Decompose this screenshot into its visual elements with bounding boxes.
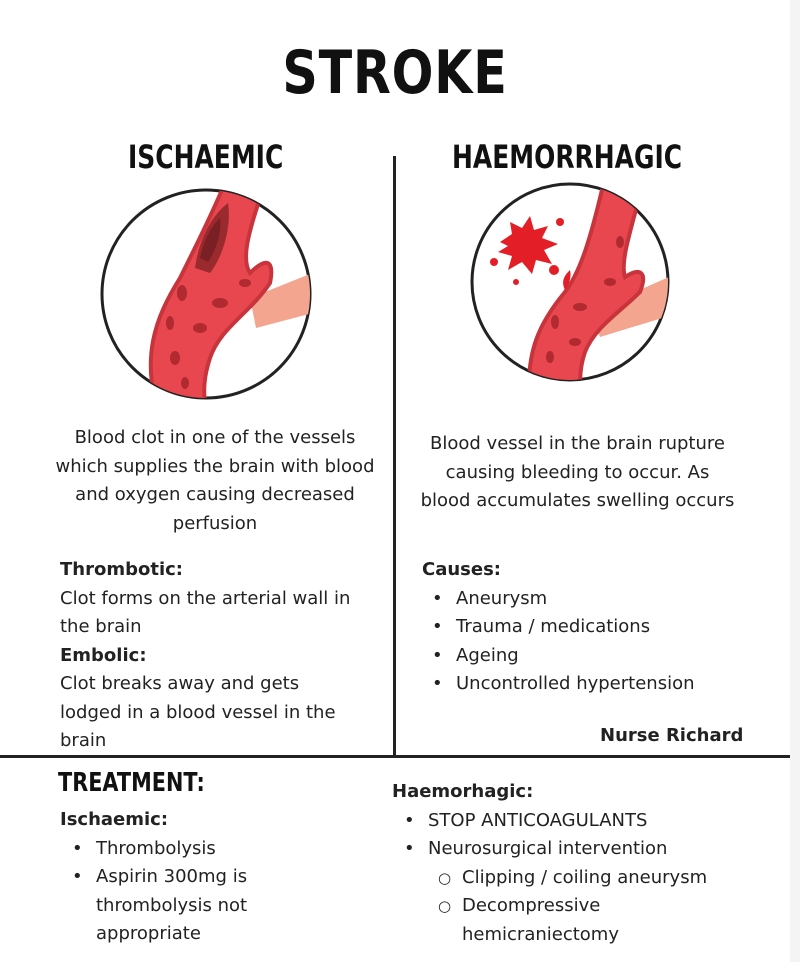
author-signature: Nurse Richard <box>600 725 744 746</box>
cause-item: • Aneurysm <box>420 585 762 614</box>
cause-item: • Ageing <box>420 642 762 671</box>
treatment-item: • Thrombolysis <box>60 835 290 864</box>
treatment-item: • STOP ANTICOAGULANTS <box>392 807 762 836</box>
treatment-subitem: ○ Decompressive hemicraniectomy <box>426 892 662 949</box>
haemorrhagic-heading: HAEMORRHAGIC <box>452 138 683 176</box>
haemorrhagic-vessel-illustration <box>470 182 670 382</box>
embolic-text: Clot breaks away and gets lodged in a blood vessel in the brain <box>60 673 336 751</box>
ischaemic-description: Blood clot in one of the vessels which supplies the brain with blood and oxygen causing decreased perfusion <box>55 427 375 534</box>
treatment-subitem: ○ Clipping / coiling aneurysm <box>426 864 766 893</box>
embolic-label: Embolic: <box>60 644 147 666</box>
page-edge <box>790 0 800 962</box>
treatment-haemorrhagic <box>392 778 762 949</box>
haemorrhagic-description: Blood vessel in the brain rupture causing bleeding to occur. As blood accumulates swelling occurs <box>420 433 735 511</box>
thrombotic-label: Thrombotic: <box>60 559 183 580</box>
column-divider <box>393 156 396 756</box>
haemorrhagic-causes <box>422 556 762 699</box>
treatment-ischaemic-label: Ischaemic: <box>60 809 169 830</box>
treatment-item: • Aspirin 300mg is thrombolysis not appropriate <box>60 863 290 949</box>
cause-item: • Uncontrolled hypertension <box>420 670 762 699</box>
causes-label: Causes: <box>422 559 502 580</box>
treatment-haemorrhagic-label: Haemorhagic: <box>392 781 534 802</box>
treatment-title: TREATMENT: <box>58 768 205 798</box>
cause-item: • Trauma / medications <box>420 613 762 642</box>
ischaemic-types <box>60 556 380 756</box>
ischaemic-vessel-illustration <box>100 188 312 400</box>
page-title: STROKE <box>282 38 508 108</box>
ischaemic-heading: ISCHAEMIC <box>128 138 284 176</box>
thrombotic-text: Clot forms on the arterial wall in the brain <box>60 587 351 637</box>
treatment-ischaemic <box>60 806 360 949</box>
treatment-item: • Neurosurgical intervention <box>392 835 762 864</box>
